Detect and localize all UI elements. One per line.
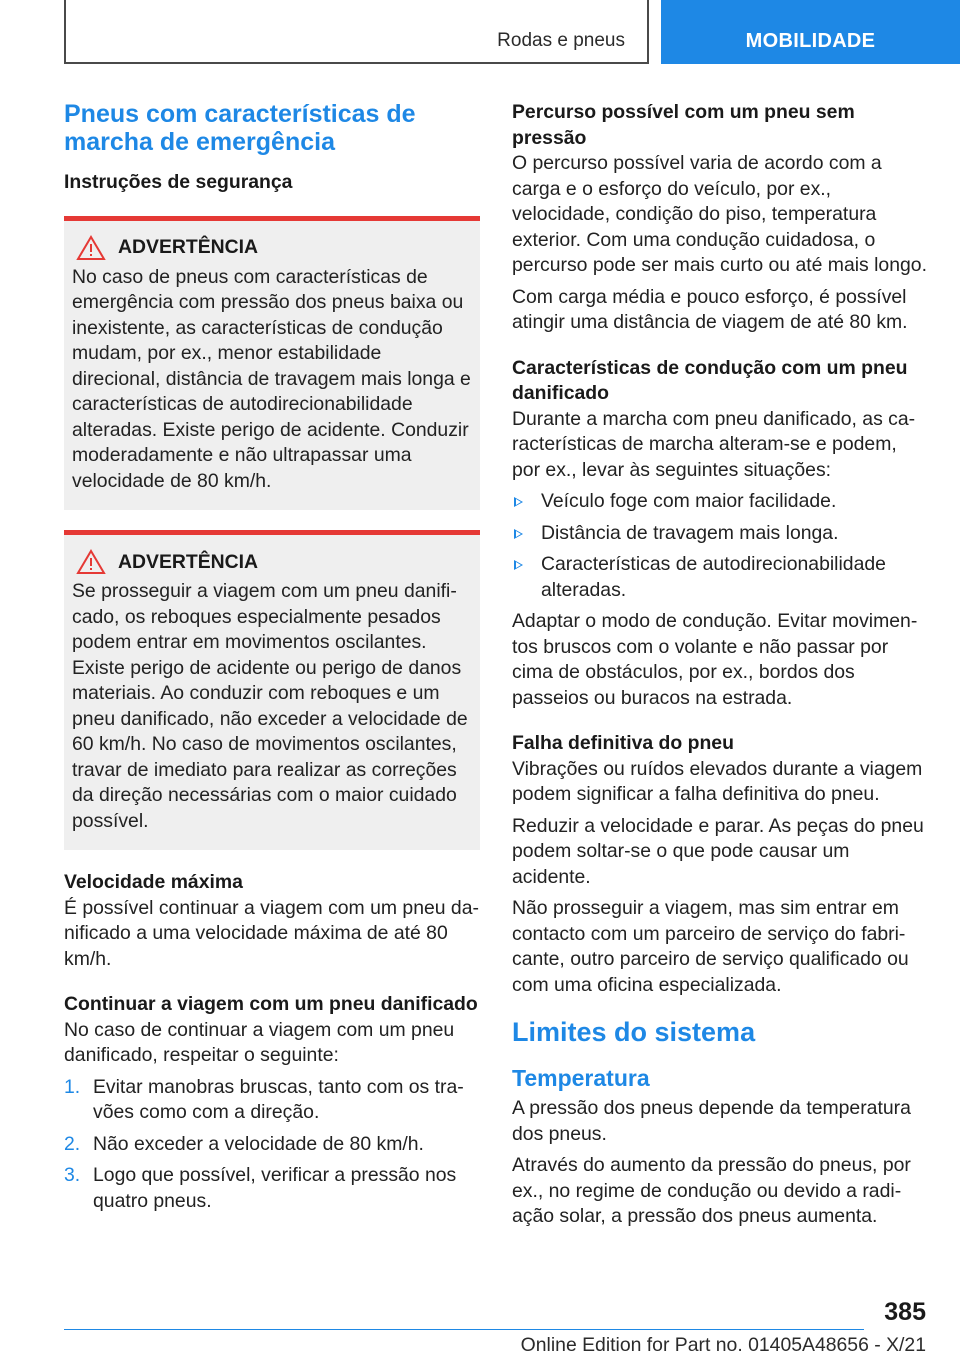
warning-box-2 [64, 530, 480, 850]
list-item [64, 1075, 480, 1126]
failure-paragraph: Reduzir a velocidade e parar. As peças do pneu podem soltar-se o que pode causar um acidente. [512, 814, 924, 888]
step-text: Logo que possível, verificar a pressão nos quatro pneus. [93, 1164, 457, 1212]
step-number: 3. [64, 1164, 81, 1186]
list-item [512, 521, 928, 547]
continue-text: No caso de continuar a viagem com um pneu danificado, respeitar o seguinte: [64, 1018, 455, 1066]
footer-edition: Online Edition for Part no. 01405A48656 - X/21 [520, 1334, 926, 1356]
failure-paragraph: Vibrações ou ruídos elevados durante a viagem podem significar a falha definitiva do pneu. [512, 757, 923, 805]
step-number: 2. [64, 1132, 81, 1155]
list-item [512, 489, 928, 515]
step-text: Não exceder a velocidade de 80 km/h. [93, 1132, 424, 1155]
list-item [512, 552, 928, 603]
warning-label: ADVERTÊNCIA [118, 236, 259, 258]
bullet-text: Características de autodirecionabilidade alteradas. [541, 553, 886, 601]
warning-title-row [72, 549, 472, 575]
footer-divider [64, 1329, 864, 1330]
list-item [64, 1132, 480, 1158]
header-chapter-title: MOBILIDADE [745, 30, 876, 52]
header-section-box [64, 0, 649, 64]
temperature-paragraph: Através do aumento da pressão do pneus, por ex., no regime de condução ou devido a radiação solar, a pressão dos pneus aumenta. [512, 1154, 911, 1227]
handling-heading: Características de condução com um pneu danificado [512, 356, 908, 404]
triangle-bullet-icon [514, 560, 523, 570]
section-title: Pneus com características de marcha de emergência [64, 100, 416, 156]
triangle-bullet-icon [514, 529, 523, 539]
steps-list [64, 1075, 480, 1215]
step-number: 1. [64, 1075, 81, 1098]
header-section-title: Rodas e pneus [497, 30, 625, 51]
triangle-bullet-icon [514, 497, 523, 507]
route-heading: Percurso possível com um pneu sem pressão [512, 101, 855, 149]
warning-title-row [72, 235, 472, 261]
safety-heading: Instruções de segurança [64, 171, 293, 193]
temperature-paragraph: A pressão dos pneus depende da temperatura dos pneus. [512, 1097, 911, 1145]
page-number: 385 [884, 1298, 926, 1326]
warning-text: Se prosseguir a viagem com um pneu danificado, os reboques especialmente pesados podem entrar em movimentos oscilantes. Existe perigo de acidente ou perigo de danos materiais. Ao conduzir com reboques e um pneu danificado, não exceder a velocidade de 60 km/h. No caso de movimentos oscilantes, travar de imediato para realizar as correções da direção necessárias com o maior cuidado possível. [72, 580, 468, 832]
warning-box-1 [64, 216, 480, 511]
left-column [64, 100, 480, 1220]
header-chapter-tab [661, 0, 960, 64]
failure-paragraph: Não prosseguir a viagem, mas sim entrar em contacto com um parceiro de serviço do fabricante, outro parceiro de serviço qualificado ou com uma oficina especializada. [512, 897, 909, 996]
max-speed-heading: Velocidade máxima [64, 871, 243, 893]
bullet-text: Distância de travagem mais longa. [541, 521, 839, 544]
route-paragraph: Com carga média e pouco esforço, é possível atingir uma distância de viagem de até 80 km. [512, 285, 908, 333]
failure-heading: Falha definitiva do pneu [512, 732, 734, 754]
warning-triangle-icon [76, 549, 106, 575]
max-speed-text: É possível continuar a viagem com um pneu danificado a uma velocidade máxima de até 80 km/h. [64, 896, 479, 970]
bullet-text: Veículo foge com maior facilidade. [541, 490, 837, 512]
list-item [64, 1163, 480, 1214]
route-paragraph: O percurso possível varia de acordo com a carga e o esforço do veículo, por ex., velocidade, condição do piso, temperatura exterior. Com uma condução cuidadosa, o percurso pode ser mais curto ou até mais longo. [512, 152, 927, 276]
warning-label: ADVERTÊNCIA [118, 550, 259, 573]
limits-title: Limites do sistema [512, 1017, 756, 1047]
continue-heading: Continuar a viagem com um pneu danificado [64, 993, 478, 1015]
handling-after-text: Adaptar o modo de condução. Evitar movimentos bruscos com o volante e não passar por cima de obstáculos, por ex., bordos dos passeios ou buracos na estrada. [512, 610, 918, 709]
warning-text: No caso de pneus com características de emergência com pressão dos pneus baixa ou inexistente, as características de condução mudam, por ex., menor estabilidade direcional, distância de travagem mais longa e características de autodirecionabilidade alteradas. Existe perigo de acidente. Conduzir moderadamente e não ultrapassar uma velocidade de 80 km/h. [72, 265, 471, 492]
right-column [512, 100, 928, 1236]
bullet-list [512, 489, 928, 603]
warning-triangle-icon [76, 235, 106, 261]
step-text: Evitar manobras bruscas, tanto com os travões como com a direção. [93, 1075, 464, 1123]
handling-text: Durante a marcha com pneu danificado, as características de marcha alteram-se e podem, por ex., levar às seguintes situações: [512, 407, 916, 481]
temperature-title: Temperatura [512, 1065, 650, 1091]
